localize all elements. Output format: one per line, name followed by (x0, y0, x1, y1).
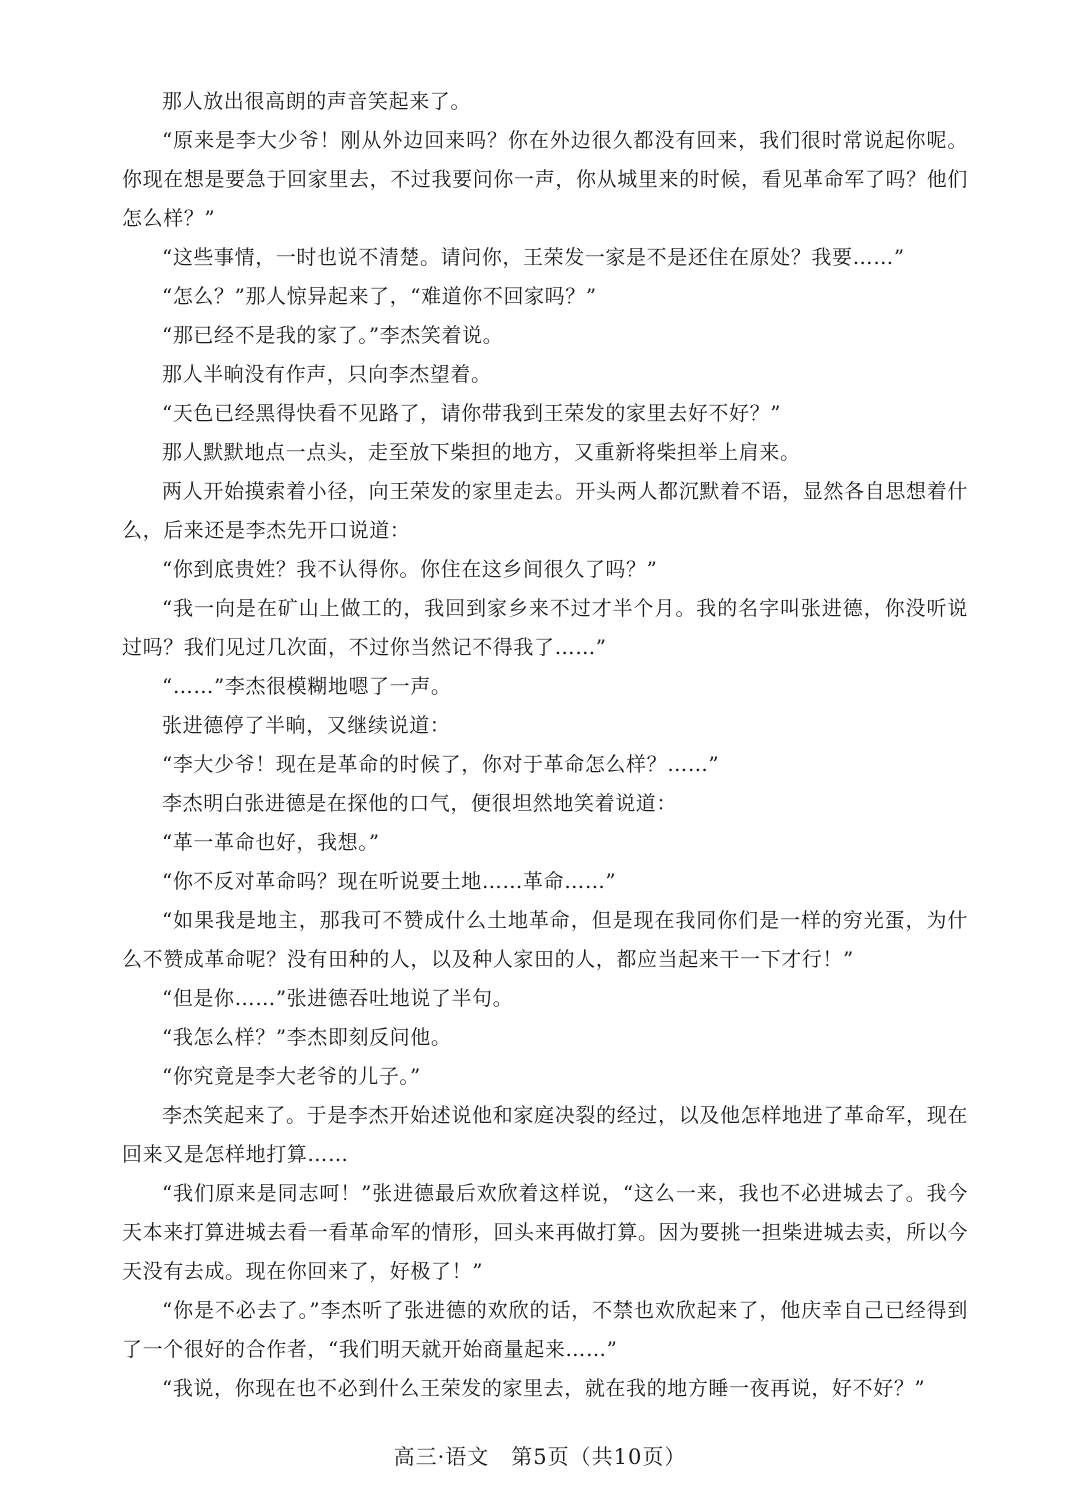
paragraph: “但是你……”张进德吞吐地说了半句。 (162, 986, 514, 1010)
paragraph: 李杰明白张进德是在探他的口气，便很坦然地笑着说道： (162, 791, 677, 815)
paragraph: “革一革命也好，我想。” (162, 830, 380, 854)
paragraph: “天色已经黑得快看不见路了，请你带我到王荣发的家里去好不好？” (162, 401, 782, 425)
paragraph: “你是不必去了。”李杰听了张进德的欢欣的话，不禁也欢欣起来了，他庆幸自己已经得到了一个很好的合作者，“我们明天就开始商量起来……” (122, 1298, 968, 1361)
paragraph: “这些事情，一时也说不清楚。请问你，王荣发一家是不是还住在原处？我要……” (162, 245, 905, 269)
paragraph: “我一向是在矿山上做工的，我回到家乡来不过才半个月。我的名字叫张进德，你没听说过吗？我们见过几次面，不过你当然记不得我了……” (122, 596, 968, 659)
paragraph: 那人放出很高朗的声音笑起来了。 (162, 89, 471, 113)
paragraph: “原来是李大少爷！刚从外边回来吗？你在外边很久都没有回来，我们很时常说起你呢。你现在想是要急于回家里去，不过我要问你一声，你从城里来的时候，看见革命军了吗？他们怎么样？” (122, 128, 968, 230)
paragraph: “我们原来是同志呵！”张进德最后欢欣着这样说，“这么一来，我也不必进城去了。我今天本来打算进城去看一看革命军的情形，回头来再做打算。因为要挑一担柴进城去卖，所以今天没有去成。现在你回来了，好极了！” (122, 1181, 968, 1283)
paragraph: 那人默默地点一点头，走至放下柴担的地方，又重新将柴担举上肩来。 (162, 440, 801, 464)
paragraph: “李大少爷！现在是革命的时候了，你对于革命怎么样？……” (162, 752, 720, 776)
paragraph: “……”李杰很模糊地嗯了一声。 (162, 674, 452, 698)
paragraph: “你不反对革命吗？现在听说要土地……革命……” (162, 869, 617, 893)
paragraph: “我说，你现在也不必到什么王荣发的家里去，就在我的地方睡一夜再说，好不好？” (162, 1376, 926, 1400)
paragraph: 那人半晌没有作声，只向李杰望着。 (162, 362, 492, 386)
paragraph: 李杰笑起来了。于是李杰开始述说他和家庭决裂的经过，以及他怎样地进了革命军，现在回来又是怎样地打算…… (122, 1103, 968, 1166)
paragraph: 张进德停了半晌，又继续说道： (162, 713, 451, 737)
story-text (122, 82, 968, 1408)
paragraph: “我怎么样？”李杰即刻反问他。 (162, 1025, 452, 1049)
paragraph: “那已经不是我的家了。”李杰笑着说。 (162, 323, 504, 347)
paragraph: “如果我是地主，那我可不赞成什么土地革命，但是现在我同你们是一样的穷光蛋，为什么不赞成革命呢？没有田种的人，以及种人家田的人，都应当起来干一下才行！” (122, 908, 968, 971)
paragraph: “你到底贵姓？我不认得你。你住在这乡间很久了吗？” (162, 557, 658, 581)
paragraph: “你究竟是李大老爷的儿子。” (162, 1064, 421, 1088)
paragraph: 两人开始摸索着小径，向王荣发的家里走去。开头两人都沉默着不语，显然各自思想着什么，后来还是李杰先开口说道： (122, 479, 968, 542)
page-footer: 高三·语文 第5页（共10页） (393, 1445, 687, 1469)
paragraph: “怎么？”那人惊异起来了，“难道你不回家吗？” (162, 284, 597, 308)
